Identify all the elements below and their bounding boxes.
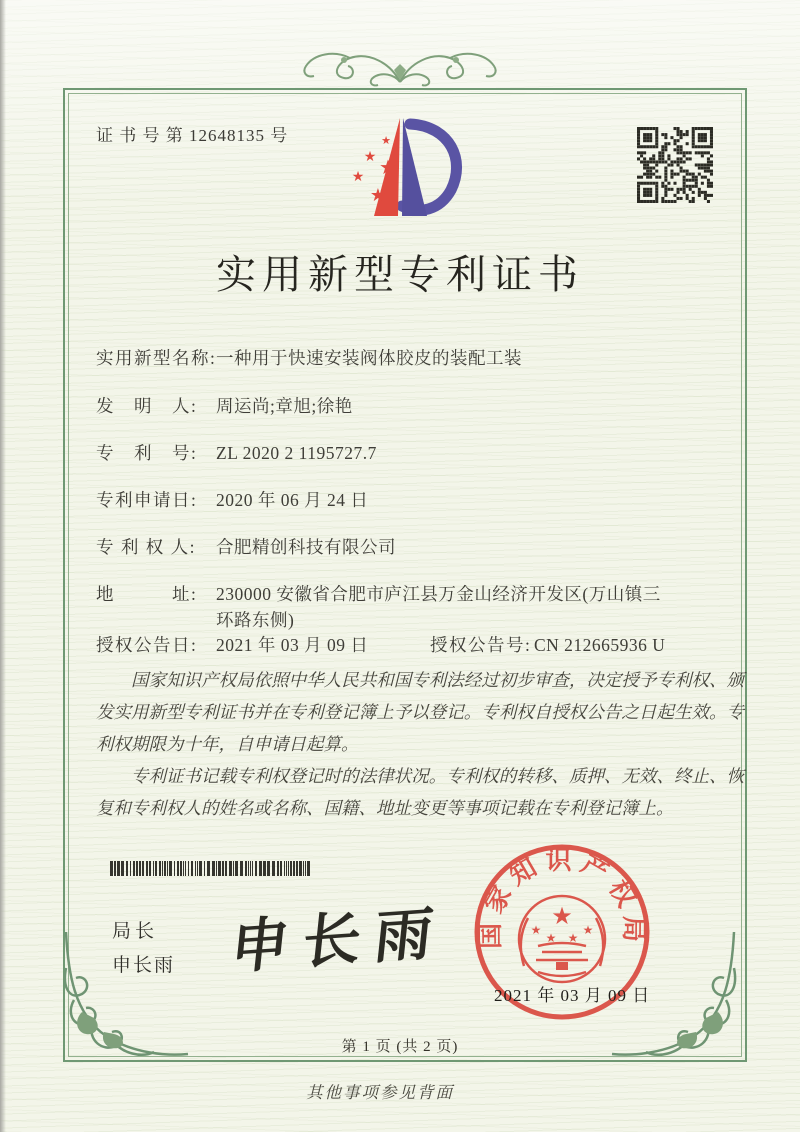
field-label: 专 利 号: <box>96 443 198 463</box>
qr-code <box>637 127 713 203</box>
field-label: 发 明 人: <box>96 396 198 416</box>
svg-text:★: ★ <box>567 931 579 945</box>
field-row-invention-name <box>96 345 748 371</box>
address-line-2: 环路东侧) <box>216 610 295 630</box>
field-value <box>216 581 661 633</box>
field-row-application-date <box>96 487 748 513</box>
field-label: 授权公告日: <box>96 635 198 655</box>
director-name: 申长雨 <box>112 955 176 976</box>
legal-body-text <box>96 664 744 824</box>
certificate-title: 实用新型专利证书 <box>216 252 584 297</box>
svg-text:★: ★ <box>351 169 365 185</box>
address-line-1: 230000 安徽省合肥市庐江县万金山经济开发区(万山镇三 <box>216 584 661 604</box>
grant-number-group <box>430 632 665 658</box>
svg-text:★: ★ <box>551 902 573 930</box>
field-row-inventors <box>96 393 748 419</box>
svg-text:★: ★ <box>379 155 397 179</box>
body-paragraph: 国家知识产权局依照中华人民共和国专利法经过初步审查，决定授予专利权、颁发实用新型专利证书并在专利登记簿上予以登记。专利权自授权公告之日起生效。专利权期限为十年，自申请日起算。 <box>96 670 744 754</box>
field-value: 周运尚;章旭;徐艳 <box>216 396 353 416</box>
field-row-patent-number <box>96 440 748 466</box>
svg-text:★: ★ <box>381 134 391 147</box>
scan-edge-shadow <box>0 0 6 1132</box>
field-label: 实用新型名称: <box>96 348 217 368</box>
field-label: 专利申请日: <box>96 490 198 510</box>
seal-text: 国家知识产权局 <box>475 845 649 950</box>
backside-note: 其他事项参见背面 <box>306 1083 454 1102</box>
field-value: 合肥精创科技有限公司 <box>216 537 396 557</box>
director-title: 局长 <box>112 921 159 942</box>
field-row-grant <box>96 632 748 658</box>
seal-date: 2021 年 03 月 09 日 <box>494 986 651 1005</box>
field-label: 专 利 权 人: <box>96 537 196 557</box>
certificate-number: 证 书 号 第 12648135 号 <box>96 126 289 145</box>
svg-text:国家知识产权局 <box>476 846 648 949</box>
svg-text:★: ★ <box>363 149 377 165</box>
field-label: 授权公告号: <box>430 635 532 655</box>
svg-text:★: ★ <box>545 931 557 945</box>
field-row-address <box>96 581 748 633</box>
svg-text:★: ★ <box>369 185 387 206</box>
field-value: ZL 2020 2 1195727.7 <box>216 443 377 463</box>
field-value: CN 212665936 U <box>534 635 666 655</box>
field-label: 地 址: <box>96 584 198 604</box>
field-value: 一种用于快速安装阀体胶皮的装配工装 <box>216 348 522 368</box>
svg-text:★: ★ <box>582 923 594 937</box>
svg-text:★: ★ <box>530 923 542 937</box>
barcode <box>110 861 310 876</box>
cnipa-logo-icon <box>336 110 468 226</box>
director-signature: 申长雨 <box>227 900 450 981</box>
national-emblem-icon <box>519 896 605 982</box>
top-flourish-ornament <box>298 44 502 92</box>
field-value: 2020 年 06 月 24 日 <box>216 490 369 510</box>
page-indicator: 第 1 页 (共 2 页) <box>341 1039 459 1055</box>
field-row-patentee <box>96 534 748 560</box>
field-value: 2021 年 03 月 09 日 <box>216 635 369 655</box>
body-paragraph: 专利证书记载专利权登记时的法律状况。专利权的转移、质押、无效、终止、恢复和专利权人的姓名或名称、国籍、地址变更等事项记载在专利登记簿上。 <box>96 766 744 818</box>
